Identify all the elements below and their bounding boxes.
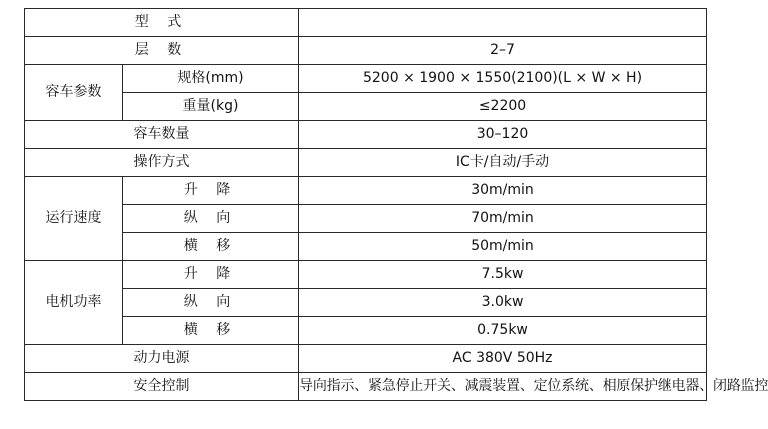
dimensions-value: 5200 × 1900 × 1550(2100)(L × W × H) [299,65,707,93]
table-row [25,261,707,289]
capacity-value: 30–120 [299,121,707,149]
floors-value: 2–7 [299,37,707,65]
safety-value: 导向指示、紧急停止开关、减震装置、定位系统、相原保护继电器、闭路监控 [299,373,707,401]
spec-table [24,8,768,401]
table-row [25,373,707,401]
power-supply-label: 动力电源 [25,345,299,373]
power-supply-value: AC 380V 50Hz [299,345,707,373]
speed-longitudinal-label: 纵 向 [123,205,299,233]
table-row [25,233,707,261]
power-longitudinal-label: 纵 向 [123,289,299,317]
table-row [25,317,707,345]
weight-value: ≤2200 [299,93,707,121]
car-params-group: 容车参数 [25,65,123,121]
speed-transverse-value: 50m/min [299,233,707,261]
weight-label: 重量(kg) [123,93,299,121]
model-value [299,9,707,37]
speed-lift-value: 30m/min [299,177,707,205]
speed-group: 运行速度 [25,177,123,261]
operation-value: IC卡/自动/手动 [299,149,707,177]
operation-label: 操作方式 [25,149,299,177]
power-transverse-value: 0.75kw [299,317,707,345]
floors-label: 层 数 [25,37,299,65]
safety-label: 安全控制 [25,373,299,401]
speed-transverse-label: 横 移 [123,233,299,261]
table-row [25,149,707,177]
dimensions-label: 规格(mm) [123,65,299,93]
speed-longitudinal-value: 70m/min [299,205,707,233]
table-row [25,345,707,373]
capacity-label: 容车数量 [25,121,299,149]
table-row [25,9,707,37]
power-transverse-label: 横 移 [123,317,299,345]
table-row [25,37,707,65]
table-row [25,65,707,93]
table-row [25,121,707,149]
table-row [25,93,707,121]
motor-power-group: 电机功率 [25,261,123,345]
table-row [25,289,707,317]
speed-lift-label: 升 降 [123,177,299,205]
table-row [25,177,707,205]
power-lift-value: 7.5kw [299,261,707,289]
power-longitudinal-value: 3.0kw [299,289,707,317]
model-label: 型 式 [25,9,299,37]
power-lift-label: 升 降 [123,261,299,289]
table-row [25,205,707,233]
